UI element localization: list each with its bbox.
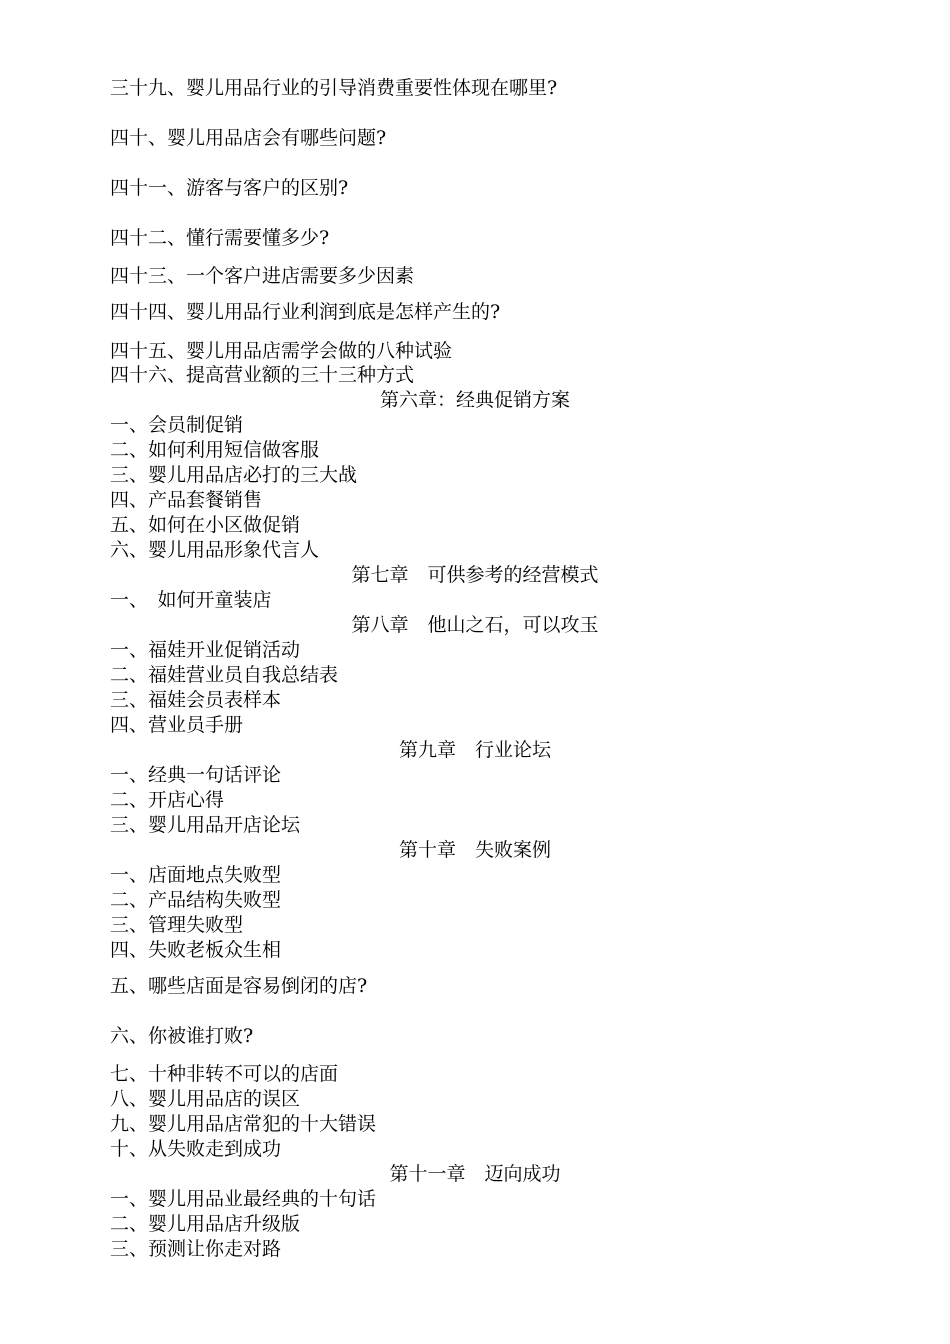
chapter-heading-6: 第六章：经典促销方案 <box>379 389 570 411</box>
list-item: 四十、婴儿用品店会有哪些问题? <box>110 127 387 149</box>
list-item: 三、管理失败型 <box>110 914 244 936</box>
chapter-heading-7: 第七章 可供参考的经营模式 <box>351 564 599 586</box>
list-item: 七、十种非转不可以的店面 <box>110 1063 339 1085</box>
list-item: 四、失败老板众生相 <box>110 939 282 961</box>
list-item: 六、你被谁打败? <box>110 1025 254 1047</box>
list-item: 二、如何利用短信做客服 <box>110 439 320 461</box>
list-item: 一、会员制促销 <box>110 414 244 436</box>
list-item: 三、预测让你走对路 <box>110 1238 282 1260</box>
list-item: 十、从失败走到成功 <box>110 1138 282 1160</box>
list-item: 八、婴儿用品店的误区 <box>110 1088 301 1110</box>
list-item: 四十三、一个客户进店需要多少因素 <box>110 265 415 287</box>
chapter-heading-10: 第十章 失败案例 <box>398 839 551 861</box>
list-item: 四、产品套餐销售 <box>110 489 263 511</box>
list-item: 二、福娃营业员自我总结表 <box>110 664 339 686</box>
list-item: 二、开店心得 <box>110 789 225 811</box>
list-item: 四十五、婴儿用品店需学会做的八种试验 <box>110 340 453 362</box>
list-item: 四、营业员手册 <box>110 714 244 736</box>
chapter-heading-8: 第八章 他山之石，可以攻玉 <box>351 614 599 636</box>
list-item: 五、如何在小区做促销 <box>110 514 301 536</box>
list-item: 三、婴儿用品开店论坛 <box>110 814 301 836</box>
list-item: 一、店面地点失败型 <box>110 864 282 886</box>
list-item: 六、婴儿用品形象代言人 <box>110 539 320 561</box>
list-item: 二、婴儿用品店升级版 <box>110 1213 301 1235</box>
list-item: 四十四、婴儿用品行业利润到底是怎样产生的? <box>110 301 501 323</box>
chapter-heading-11: 第十一章 迈向成功 <box>389 1163 561 1185</box>
chapter-heading-9: 第九章 行业论坛 <box>398 739 551 761</box>
list-item: 四十一、游客与客户的区别? <box>110 177 349 199</box>
list-item: 四十六、提高营业额的三十三种方式 <box>110 364 415 386</box>
list-item: 三十九、婴儿用品行业的引导消费重要性体现在哪里? <box>110 77 558 99</box>
list-item: 一、婴儿用品业最经典的十句话 <box>110 1188 377 1210</box>
list-item: 一、 如何开童装店 <box>110 589 272 611</box>
list-item: 九、婴儿用品店常犯的十大错误 <box>110 1113 377 1135</box>
list-item: 三、婴儿用品店必打的三大战 <box>110 464 358 486</box>
list-item: 三、福娃会员表样本 <box>110 689 282 711</box>
list-item: 二、产品结构失败型 <box>110 889 282 911</box>
list-item: 五、哪些店面是容易倒闭的店? <box>110 975 368 997</box>
list-item: 一、经典一句话评论 <box>110 764 282 786</box>
list-item: 四十二、懂行需要懂多少? <box>110 227 330 249</box>
list-item: 一、福娃开业促销活动 <box>110 639 301 661</box>
